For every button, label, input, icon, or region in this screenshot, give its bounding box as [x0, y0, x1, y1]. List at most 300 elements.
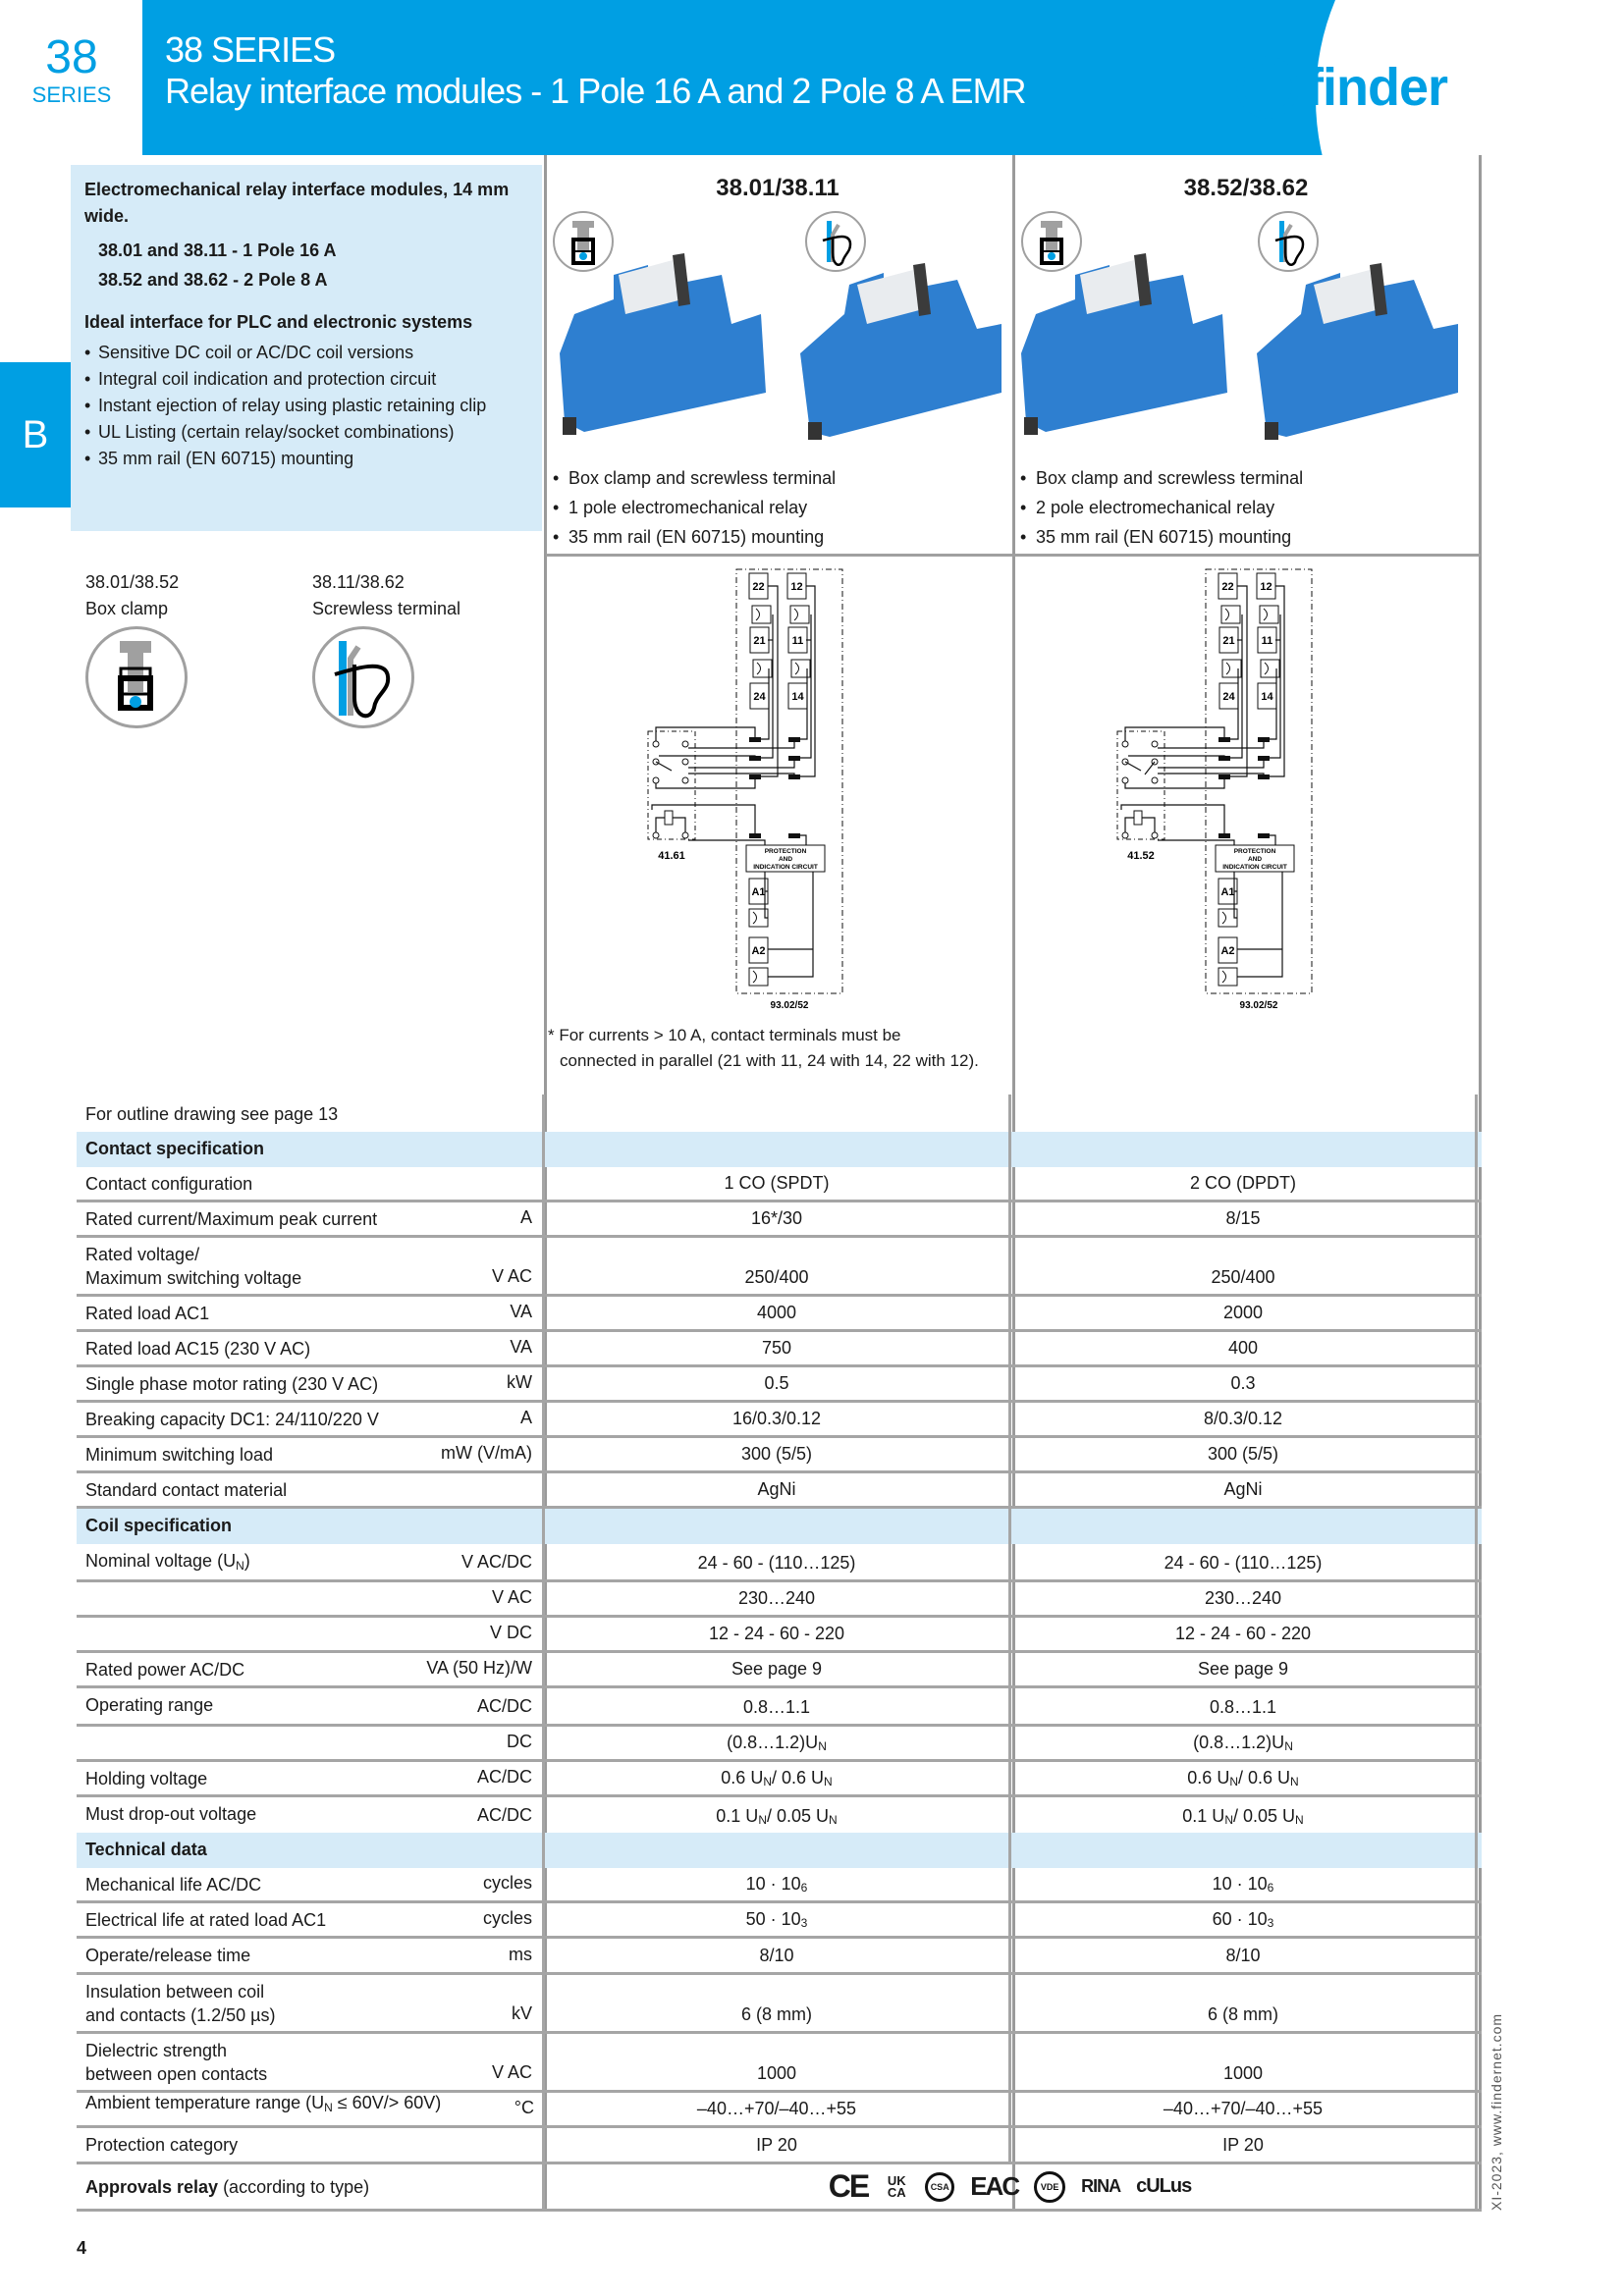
subscript: N: [324, 2101, 333, 2114]
clamp-symbol: [790, 606, 809, 623]
value-38-52: AgNi: [1223, 1479, 1263, 1499]
outline-note: For outline drawing see page 13: [85, 1104, 339, 1124]
terminal-label: 21: [1222, 635, 1235, 647]
table-row: [77, 1473, 1482, 1509]
subscript: N: [763, 1775, 772, 1789]
value-38-01: 750: [761, 1338, 792, 1358]
vde-mark-icon: VDE: [1034, 2171, 1065, 2203]
row-label: Operate/release time: [85, 1946, 251, 1965]
value-38-01: 1000: [756, 2063, 797, 2083]
switch-blade: [1145, 762, 1155, 774]
value-38-01: [545, 1903, 1008, 1936]
value-text: 60 · 10: [1212, 1909, 1268, 1929]
relay-model-label: 41.61: [658, 850, 685, 862]
eac-mark-icon: EAC: [970, 2171, 1019, 2201]
value-text: 0.1 U: [1182, 1806, 1225, 1826]
terminal-label: 14: [791, 691, 804, 703]
wire: [800, 835, 806, 845]
value-38-52: 8/10: [1225, 1946, 1261, 1965]
finder-logo-text: finder: [1306, 58, 1448, 117]
value-38-52: 24 - 60 - (110…125): [1164, 1553, 1323, 1573]
table-row: [77, 1167, 1482, 1202]
terminal-label: A1: [1220, 886, 1235, 898]
value-text: 0.6 U: [721, 1768, 764, 1788]
protection-circuit-label: AND: [1247, 856, 1263, 863]
value-38-01: 4000: [756, 1303, 797, 1322]
value-38-01: –40…+70/–40…+55: [696, 2099, 857, 2118]
value-38-52: 2000: [1222, 1303, 1264, 1322]
row-unit: V AC: [491, 1587, 532, 1607]
box-clamp-icon: [85, 626, 188, 728]
table-row: [77, 1238, 1482, 1297]
row-label: Minimum switching load: [85, 1445, 274, 1465]
wire: [1158, 758, 1264, 768]
terminal-label: 24: [1222, 691, 1235, 703]
feature-item: • Integral coil indication and protection circuit: [84, 366, 534, 393]
row-unit: V AC/DC: [460, 1552, 532, 1572]
column-feature: • Box clamp and screwless terminal: [1020, 463, 1303, 493]
intro-panel: [71, 165, 542, 531]
value-38-01: See page 9: [731, 1659, 823, 1679]
coil-terminal: [1152, 832, 1158, 838]
switch-blade: [1125, 762, 1141, 771]
value-text: 10 · 10: [745, 1874, 801, 1894]
wiring-diagram-1pole: [638, 564, 874, 1021]
table-row: [77, 1095, 1482, 1132]
column-title: 38.52/38.62: [1183, 175, 1309, 201]
value-38-01: 8/10: [759, 1946, 794, 1965]
value-38-01: 6 (8 mm): [741, 2004, 812, 2024]
value-text: (0.8…1.2)U: [727, 1733, 819, 1752]
feature-list: [84, 340, 534, 472]
row-label: Insulation between coil: [85, 1982, 265, 2002]
protection-circuit-label: PROTECTION: [1233, 848, 1276, 855]
value-38-01: AgNi: [757, 1479, 796, 1499]
value-38-01: [545, 1727, 1008, 1759]
table-row: [77, 1403, 1482, 1438]
row-label: Electrical life at rated load AC1: [85, 1910, 327, 1930]
terminal-code: 38.01/38.52: [85, 572, 180, 592]
value-38-52: [1011, 1762, 1475, 1794]
superscript: 3: [800, 1916, 808, 1930]
table-row: [77, 1544, 1482, 1579]
table-row: [77, 1438, 1482, 1473]
column-feature: • 35 mm rail (EN 60715) mounting: [553, 522, 836, 552]
subscript: N: [758, 1813, 767, 1827]
table-row: [77, 1903, 1482, 1939]
row-unit: A: [519, 1207, 532, 1227]
row-unit: V AC: [491, 1266, 532, 1286]
value-text: 50 · 10: [745, 1909, 801, 1929]
row-label-part: ≤ 60V/> 60V): [332, 2093, 442, 2112]
subscript: N: [824, 1775, 833, 1789]
subscript: N: [1295, 1813, 1304, 1827]
table-row: [77, 2128, 1482, 2164]
approval-marks: [545, 2164, 1475, 2209]
value-text: 10 · 10: [1212, 1874, 1268, 1894]
superscript: 6: [1267, 1881, 1274, 1895]
pin-block: [1218, 833, 1230, 838]
table-row: [77, 1688, 1482, 1724]
row-label: Rated load AC1: [85, 1304, 210, 1323]
section-header-contact: [77, 1132, 1482, 1167]
column-feature: • 35 mm rail (EN 60715) mounting: [1020, 522, 1303, 552]
edition-note: XI-2023, www.findernet.com: [1489, 2012, 1504, 2211]
value-38-52: 0.3: [1230, 1373, 1256, 1393]
value-38-52: [1011, 1727, 1475, 1759]
contact-rows: [77, 1167, 1482, 1509]
page-number: 4: [77, 2238, 87, 2258]
screwless-terminal-icon: [312, 626, 414, 728]
value-text: / 0.6 U: [1238, 1768, 1291, 1788]
cell-divider: [1475, 1297, 1478, 1329]
row-label: Holding voltage: [85, 1769, 208, 1789]
wire: [656, 727, 755, 741]
relay-product-photo-box-clamp: [1016, 245, 1232, 442]
cell-divider: [1475, 1167, 1478, 1200]
terminal-label: 12: [1260, 581, 1272, 593]
contact-terminal: [682, 741, 688, 747]
relay-product-photo-box-clamp: [555, 245, 771, 442]
table-row: [77, 1868, 1482, 1903]
value-38-52: See page 9: [1197, 1659, 1289, 1679]
terminal-label: A2: [751, 945, 766, 957]
terminal-label: Box clamp: [85, 599, 169, 618]
contact-terminal: [1122, 777, 1128, 783]
table-row-approvals: [77, 2164, 1482, 2212]
value-38-01: 16/0.3/0.12: [731, 1409, 822, 1428]
terminal-label: 21: [753, 635, 766, 647]
table-row: [77, 2093, 1482, 2128]
column-title: 38.01/38.11: [716, 175, 839, 201]
row-label: between open contacts: [85, 2064, 268, 2084]
row-unit: mW (V/mA): [441, 1443, 532, 1463]
column-feature: • 1 pole electromechanical relay: [553, 493, 836, 522]
contact-terminal: [1122, 741, 1128, 747]
value-38-52: 1000: [1222, 2063, 1264, 2083]
contact-terminal: [653, 741, 659, 747]
subscript: N: [1224, 1813, 1233, 1827]
coil-terminal: [653, 832, 659, 838]
table-row: [77, 1367, 1482, 1403]
value-38-01: [545, 1797, 1008, 1833]
pin-block: [1258, 833, 1270, 838]
terminal-legend-box-clamp: [85, 569, 179, 622]
value-38-52: 8/15: [1225, 1208, 1261, 1228]
row-label: Must drop-out voltage: [85, 1804, 257, 1824]
row-label: Rated voltage/: [85, 1245, 200, 1264]
row-unit: ms: [509, 1945, 532, 1964]
section-divider: [546, 554, 1481, 557]
intro-subheading: Ideal interface for PLC and electronic systems: [84, 312, 473, 332]
protection-circuit-label: INDICATION CIRCUIT: [1222, 864, 1287, 871]
row-unit: cycles: [482, 1908, 532, 1928]
wire: [1270, 835, 1275, 845]
terminal-code: 38.11/38.62: [312, 572, 405, 592]
row-label: [85, 2091, 441, 2119]
subscript: N: [818, 1739, 827, 1753]
row-unit: VA: [510, 1337, 532, 1357]
row-label: Standard contact material: [85, 1480, 288, 1500]
terminal-label: 12: [790, 581, 803, 593]
table-row: [77, 1939, 1482, 1975]
series-label: SERIES: [31, 82, 112, 107]
row-unit: VA: [510, 1302, 532, 1321]
value-38-52: 300 (5/5): [1207, 1444, 1279, 1464]
csa-mark-icon: CSA: [925, 2172, 954, 2202]
terminal-label: 11: [1261, 635, 1273, 647]
protection-circuit-label: AND: [778, 856, 793, 863]
row-label: Operating range: [85, 1695, 214, 1715]
wire: [768, 872, 813, 977]
ce-mark-icon: CE: [828, 2168, 869, 2204]
pin-block: [749, 833, 761, 838]
wire: [688, 758, 794, 768]
subscript: N: [1290, 1775, 1299, 1789]
contact-terminal: [682, 759, 688, 765]
row-label: Rated current/Maximum peak current: [85, 1209, 378, 1229]
row-label: Single phase motor rating (230 V AC): [85, 1374, 379, 1394]
subscript: N: [1284, 1739, 1293, 1753]
section-title: Coil specification: [85, 1516, 233, 1535]
feature-item: • UL Listing (certain relay/socket combinations): [84, 419, 534, 446]
terminal-label: 11: [791, 635, 804, 647]
row-label: Nominal voltage (U: [85, 1551, 237, 1571]
value-38-52: 400: [1227, 1338, 1259, 1358]
relay-model-label: 41.52: [1127, 850, 1155, 862]
row-label: Maximum switching voltage: [85, 1268, 302, 1288]
wiring-diagram-2pole: [1108, 564, 1343, 1021]
value-38-01: 1 CO (SPDT): [724, 1173, 830, 1193]
table-row: [77, 1653, 1482, 1688]
cell-divider: [1475, 1438, 1478, 1470]
row-label: Contact configuration: [85, 1174, 253, 1194]
contact-terminal: [1152, 741, 1158, 747]
column-feature-list: [553, 463, 836, 552]
row-label: Mechanical life AC/DC: [85, 1875, 262, 1895]
subscript: N: [236, 1559, 244, 1573]
socket-model-label: 93.02/52: [770, 1000, 809, 1011]
pin-block: [788, 833, 800, 838]
value-text: / 0.6 U: [772, 1768, 825, 1788]
superscript: 3: [1267, 1916, 1274, 1930]
ukca-mark-icon: UKCA: [887, 2172, 906, 2200]
table-row: [77, 1762, 1482, 1797]
wire: [688, 739, 794, 748]
switch-blade: [656, 762, 672, 771]
row-label-part: Ambient temperature range (U: [85, 2093, 325, 2112]
row-label-close: ): [244, 1551, 250, 1571]
terminal-label: A2: [1220, 945, 1235, 957]
row-label: Rated load AC15 (230 V AC): [85, 1339, 311, 1359]
value-38-01: 0.5: [764, 1373, 789, 1393]
terminal-label: A1: [751, 886, 766, 898]
relay-product-photo-screwless: [790, 245, 1006, 442]
clamp-symbol: [1260, 606, 1278, 623]
protection-circuit-label: INDICATION CIRCUIT: [753, 864, 818, 871]
row-unit: AC/DC: [476, 1805, 532, 1825]
value-38-01: 24 - 60 - (110…125): [697, 1553, 856, 1573]
row-unit: V AC: [491, 2062, 532, 2082]
culus-mark-icon: cULus: [1136, 2175, 1192, 2197]
value-38-01: IP 20: [756, 2135, 797, 2155]
terminal-label: 24: [753, 691, 766, 703]
value-38-52: 230…240: [1204, 1588, 1282, 1608]
clamp-symbol: [1218, 968, 1237, 986]
table-row: [77, 1579, 1482, 1615]
row-unit: V DC: [489, 1623, 532, 1642]
value-38-52: [1011, 1903, 1475, 1936]
coil-terminal: [682, 832, 688, 838]
value-38-52: 8/0.3/0.12: [1203, 1409, 1283, 1428]
wire: [1125, 727, 1224, 741]
contact-terminal: [1152, 777, 1158, 783]
row-unit: VA (50 Hz)/W: [426, 1658, 532, 1678]
value-38-01: 300 (5/5): [740, 1444, 813, 1464]
cell-divider: [1475, 1367, 1478, 1400]
row-label: Dielectric strength: [85, 2041, 228, 2060]
coil-terminal: [1122, 832, 1128, 838]
terminal-legend-screwless: [312, 569, 460, 622]
relay-coil: [665, 811, 673, 825]
value-38-52: 0.8…1.1: [1209, 1697, 1277, 1717]
row-label: Approvals relay: [85, 2176, 219, 2197]
value-38-52: 2 CO (DPDT): [1190, 1173, 1296, 1193]
row-label: Rated power AC/DC: [85, 1660, 245, 1680]
row-label: Breaking capacity DC1: 24/110/220 V: [85, 1410, 379, 1429]
table-row: [77, 1615, 1482, 1653]
clamp-symbol: [752, 606, 771, 623]
value-38-01: 0.8…1.1: [742, 1697, 811, 1717]
value-38-01: 230…240: [737, 1588, 816, 1608]
value-38-52: 250/400: [1211, 1267, 1275, 1287]
wire: [1125, 776, 1224, 788]
value-38-52: –40…+70/–40…+55: [1163, 2099, 1324, 2118]
wire: [1158, 840, 1234, 845]
table-row: [77, 2034, 1482, 2093]
row-unit: A: [519, 1408, 532, 1427]
subscript: N: [1229, 1775, 1238, 1789]
wire: [1158, 774, 1264, 776]
footnote: [548, 1023, 979, 1074]
footnote-line: * For currents > 10 A, contact terminals must be: [548, 1026, 901, 1044]
superscript: 6: [800, 1881, 808, 1895]
cell-divider: [1475, 1403, 1478, 1435]
value-text: 0.1 U: [716, 1806, 759, 1826]
table-row: [77, 1202, 1482, 1238]
pin-block: [749, 737, 761, 742]
value-text: / 0.05 U: [1232, 1806, 1296, 1826]
row-label: Protection category: [85, 2135, 239, 2155]
value-38-52: [1011, 1868, 1475, 1900]
feature-item: • Sensitive DC coil or AC/DC coil versions: [84, 340, 534, 366]
protection-circuit-label: PROTECTION: [764, 848, 807, 855]
column-feature-list: [1020, 463, 1303, 552]
value-38-52: 6 (8 mm): [1208, 2004, 1278, 2024]
finder-logo-icon: [1235, 55, 1300, 120]
footnote-line: connected in parallel (21 with 11, 24 with 14, 22 with 12).: [560, 1051, 979, 1070]
row-label: and contacts (1.2/50 µs): [85, 2005, 276, 2025]
relay-product-photo-screwless: [1247, 245, 1463, 442]
row-unit: cycles: [482, 1873, 532, 1893]
terminal-label: 22: [752, 581, 765, 593]
model-line: 38.01 and 38.11 - 1 Pole 16 A: [98, 240, 337, 260]
row-unit: DC: [507, 1732, 532, 1751]
pin-block: [1218, 737, 1230, 742]
model-line: 38.52 and 38.62 - 2 Pole 8 A: [98, 270, 328, 290]
contact-terminal: [682, 777, 688, 783]
column-feature: • Box clamp and screwless terminal: [553, 463, 836, 493]
section-title: Contact specification: [85, 1139, 265, 1158]
spec-table: [77, 1095, 1482, 2212]
section-tab: B: [0, 362, 71, 507]
table-row: [77, 1332, 1482, 1367]
feature-item: • 35 mm rail (EN 60715) mounting: [84, 446, 534, 472]
wire: [659, 756, 755, 758]
cell-divider: [1475, 1332, 1478, 1364]
cell-divider: [1475, 1202, 1478, 1235]
value-38-52: [1011, 1797, 1475, 1833]
value-38-01: [545, 1868, 1008, 1900]
finder-logo: [1235, 55, 1481, 124]
socket-model-label: 93.02/52: [1239, 1000, 1278, 1011]
row-unit: °C: [514, 2098, 534, 2117]
value-text: (0.8…1.2)U: [1193, 1733, 1285, 1752]
section-header-coil: [77, 1509, 1482, 1544]
value-text: / 0.05 U: [766, 1806, 830, 1826]
wire: [688, 774, 794, 776]
page-subtitle: Relay interface modules - 1 Pole 16 A and 2 Pole 8 A EMR: [165, 71, 1026, 111]
value-38-01: [545, 1762, 1008, 1794]
value-38-52: 12 - 24 - 60 - 220: [1174, 1624, 1312, 1643]
clamp-symbol: [1221, 606, 1240, 623]
value-38-52: IP 20: [1222, 2135, 1264, 2155]
table-row: [77, 1724, 1482, 1762]
row-unit: AC/DC: [476, 1767, 532, 1787]
row-unit: kW: [507, 1372, 532, 1392]
wire: [656, 776, 755, 788]
feature-item: • Instant ejection of relay using plastic retaining clip: [84, 393, 534, 419]
subscript: N: [829, 1813, 838, 1827]
intro-heading: Electromechanical relay interface modules, 14 mm wide.: [84, 180, 510, 226]
value-38-01: 12 - 24 - 60 - 220: [708, 1624, 845, 1643]
value-text: 0.6 U: [1187, 1768, 1230, 1788]
terminal-label: Screwless terminal: [312, 599, 461, 618]
section-header-technical: [77, 1833, 1482, 1868]
table-row: [77, 1975, 1482, 2034]
table-row: [77, 1797, 1482, 1833]
value-38-01: 16*/30: [750, 1208, 803, 1228]
cell-divider: [1475, 1473, 1478, 1506]
column-feature: • 2 pole electromechanical relay: [1020, 493, 1303, 522]
terminal-label: 14: [1261, 691, 1273, 703]
page-title: 38 SERIES: [165, 29, 336, 70]
wire: [1128, 756, 1224, 758]
terminal-label: 22: [1221, 581, 1234, 593]
cell-divider: [1475, 1238, 1478, 1294]
wire: [1237, 872, 1282, 977]
row-unit: AC/DC: [476, 1696, 532, 1716]
contact-terminal: [653, 777, 659, 783]
row-label: (according to type): [218, 2176, 370, 2197]
section-title: Technical data: [85, 1840, 207, 1859]
clamp-symbol: [749, 968, 768, 986]
row-unit: kV: [511, 2003, 532, 2023]
value-38-01: 250/400: [744, 1267, 809, 1287]
relay-coil: [1134, 811, 1142, 825]
rina-mark-icon: RINA: [1081, 2176, 1121, 2196]
series-number: 38: [45, 31, 98, 83]
